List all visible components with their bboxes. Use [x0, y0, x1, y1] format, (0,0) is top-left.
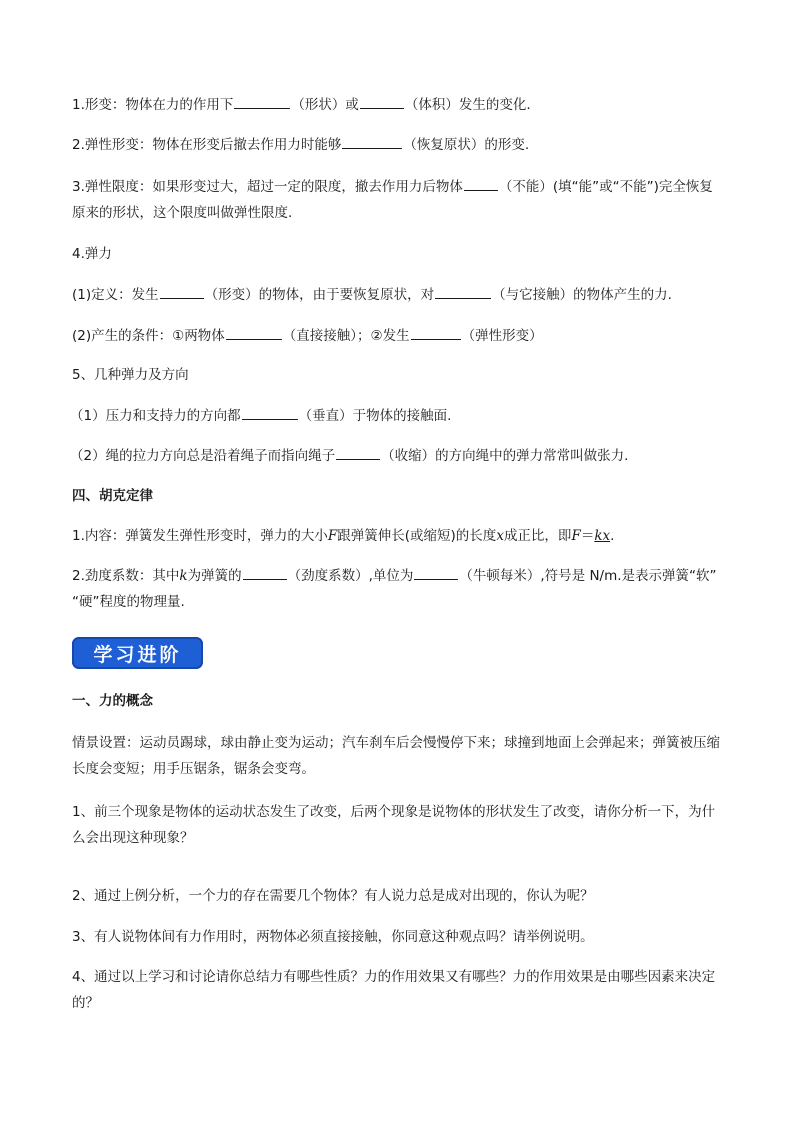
fill-blank[interactable]	[226, 325, 282, 340]
item-force-types: 5、几种弹力及方向	[72, 367, 189, 383]
fill-blank[interactable]	[414, 565, 458, 580]
fill-blank[interactable]	[435, 284, 491, 299]
text: （垂直）于物体的接触面.	[298, 408, 452, 424]
text: （牛顿每米）,符号是 N/m.是表示弹簧“软”	[459, 568, 717, 584]
text: （1）压力和支持力的方向都	[70, 408, 241, 424]
text: （直接接触）；②发生	[282, 328, 410, 344]
text: （体积）发生的变化.	[404, 97, 531, 113]
text: （劲度系数）,单位为	[287, 568, 414, 584]
section-hooke-law-title: 四、胡克定律	[72, 488, 153, 504]
text: （不能）(填“能”或“不能”)完全恢复	[498, 179, 713, 195]
text: 跟弹簧伸长(或缩短)的长度	[337, 528, 497, 544]
fill-blank[interactable]	[243, 565, 287, 580]
text: （2）绳的拉力方向总是沿着绳子而指向绳子	[70, 448, 336, 464]
fill-blank[interactable]	[242, 405, 298, 420]
text: “硬”程度的物理量.	[72, 594, 185, 610]
variable-k: k	[179, 568, 188, 584]
equals-sign: ＝	[580, 528, 595, 544]
item-tension-direction	[70, 445, 720, 466]
variable-F: F	[571, 528, 581, 544]
text: 2.劲度系数：其中	[72, 568, 180, 584]
fill-blank[interactable]	[234, 94, 290, 109]
item-deformation	[72, 94, 722, 115]
text: .	[610, 528, 615, 544]
text: 2.弹性形变：物体在形变后撤去作用力时能够	[72, 137, 342, 153]
text: （收缩）的方向绳中的弹力常常叫做张力.	[381, 448, 629, 464]
text: 1.形变：物体在力的作用下	[72, 97, 234, 113]
text: （形状）或	[291, 97, 359, 113]
scenario-text: 情景设置：运动员踢球，球由静止变为运动；汽车刹车后会慢慢停下来；球撞到地面上会弹起来；弹簧被压缩长度会变短；用手压锯条，锯条会变弯。	[72, 735, 720, 777]
text: （弹性形变）	[461, 328, 543, 344]
fill-blank[interactable]	[464, 176, 498, 191]
text: (1)定义：发生	[72, 287, 159, 303]
formula-kx: kx	[594, 528, 611, 544]
fill-blank[interactable]	[160, 284, 204, 299]
fill-blank[interactable]	[411, 325, 461, 340]
text: 原来的形状，这个限度叫做弹性限度.	[72, 205, 293, 221]
item-elastic-deformation	[72, 134, 722, 155]
variable-F: F	[327, 528, 338, 544]
fill-blank[interactable]	[342, 134, 402, 149]
variable-x: x	[496, 528, 504, 544]
section-badge	[72, 637, 203, 669]
text: 成正比，即	[503, 528, 572, 544]
question-1: 1、前三个现象是物体的运动状态发生了改变，后两个现象是说物体的形状发生了改变，请你分析一下，为什么会出现这种现象？	[72, 804, 716, 846]
text: （与它接触）的物体产生的力.	[492, 287, 672, 303]
text: 1.内容：弹簧发生弹性形变时，弹力的大小	[72, 528, 328, 544]
hooke-content	[72, 526, 722, 546]
section-force-concept-title: 一、力的概念	[72, 693, 153, 709]
hooke-stiffness	[72, 563, 722, 615]
text: （形变）的物体，由于要恢复原状，对	[204, 287, 435, 303]
fill-blank[interactable]	[336, 445, 380, 460]
badge-label: 学习进阶	[93, 643, 182, 666]
text: 3.弹性限度：如果形变过大，超过一定的限度，撤去作用力后物体	[72, 179, 463, 195]
text: (2)产生的条件：①两物体	[72, 328, 225, 344]
item-elastic-force: 4.弹力	[72, 246, 112, 262]
question-3: 3、有人说物体间有力作用时，两物体必须直接接触，你同意这种观点吗？请举例说明。	[72, 929, 594, 945]
fill-blank[interactable]	[360, 94, 404, 109]
item-definition	[72, 284, 722, 305]
text: （恢复原状）的形变.	[403, 137, 530, 153]
question-2: 2、通过上例分析，一个力的存在需要几个物体？有人说力总是成对出现的，你认为呢？	[72, 888, 594, 904]
question-4: 4、通过以上学习和讨论请你总结力有哪些性质？力的作用效果又有哪些？力的作用效果是由哪些因素来决定的？	[72, 969, 716, 1011]
text: 为弹簧的	[187, 568, 242, 584]
item-elastic-limit	[72, 174, 722, 226]
item-pressure-direction	[70, 405, 720, 426]
item-conditions	[72, 325, 722, 346]
